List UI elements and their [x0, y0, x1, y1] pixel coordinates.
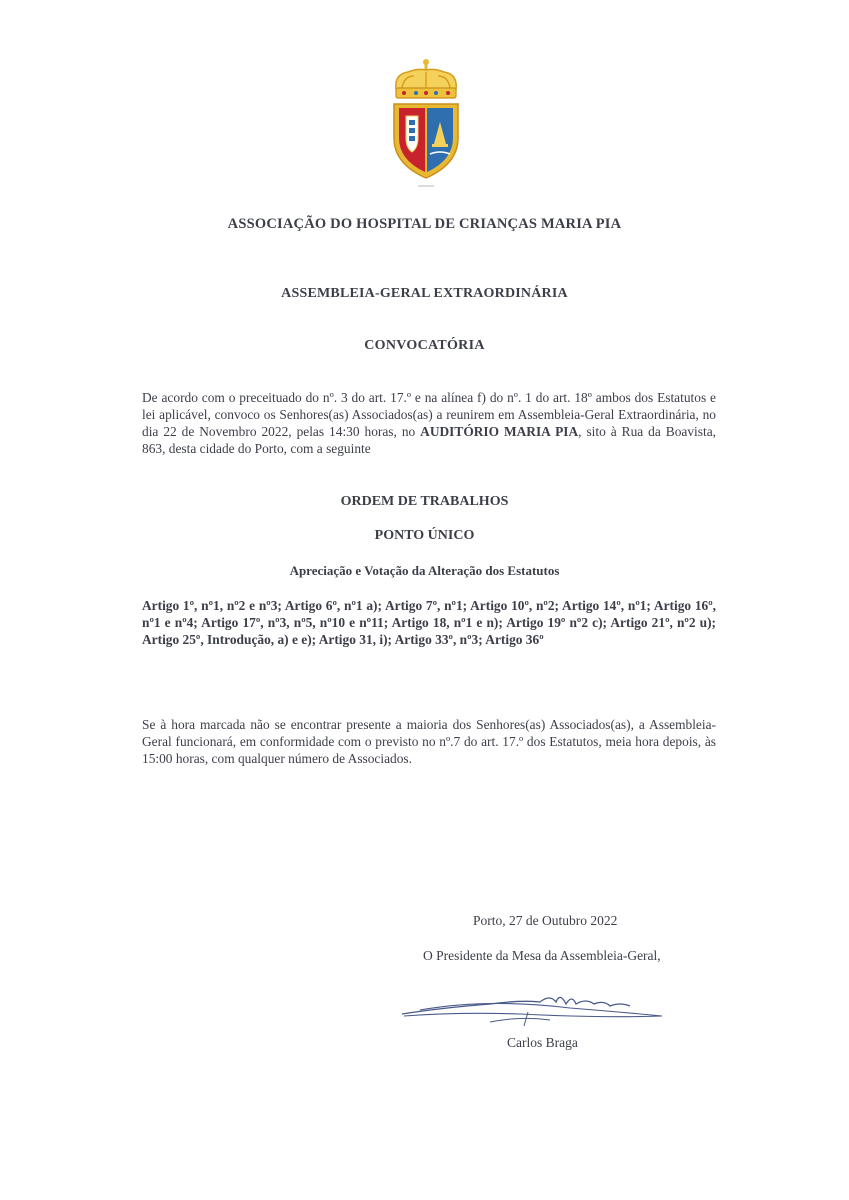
closing-paragraph: Se à hora marcada não se encontrar presente a maioria dos Senhores(as) Associados(as), a Assembleia-Geral funcionará, em conformidade com o previsto no nº.7 do art. 17.º dos Estatutos, meia hora depois, às 15:00 horas, com qualquer número de Associados. [142, 717, 716, 766]
agenda-subject: Apreciação e Votação da Alteração dos Estatutos [289, 563, 560, 578]
handwritten-signature [400, 988, 668, 1028]
articles-list: Artigo 1º, nº1, nº2 e nº3; Artigo 6º, nº1 a); Artigo 7º, nº1; Artigo 10º, nº2; Artigo 14º, nº1; Artigo 16º, nº1 e nº4; Artigo 17º, nº3, nº5, nº10 e nº11; Artigo 18, nº1 e n); Artigo 19º nº2 c); Artigo 21º, nº2 u); Artigo 25º, Introdução, a) e e); Artigo 31, i); Artigo 33º, nº3; Artigo 36º [142, 598, 716, 647]
shield-icon [394, 104, 458, 178]
agenda-point: PONTO ÚNICO [374, 528, 475, 543]
intro-paragraph [142, 389, 716, 457]
intro-text-before: De acordo com o preceituado do nº. 3 do art. 17.º e na alínea f) do nº. 1 do art. 18º ambos dos Estatutos e lei aplicável, convoco os Senhores(as) Associados(as) a reunirem em Assembleia-Geral Extraordinária, no dia 22 de Novembro 2022, pelas 14:30 horas, no [142, 390, 716, 439]
intro-text-after: , sito à Rua da Boavista, 863, desta cidade do Porto, com a seguinte [142, 424, 716, 456]
organization-title: ASSOCIAÇÃO DO HOSPITAL DE CRIANÇAS MARIA PIA [227, 216, 622, 232]
coat-of-arms-logo [388, 56, 464, 190]
crown-icon [396, 59, 457, 98]
agenda-title: ORDEM DE TRABALHOS [340, 494, 509, 509]
assembly-title: ASSEMBLEIA-GERAL EXTRAORDINÁRIA [281, 286, 568, 301]
signatory-role: O Presidente da Mesa da Assembleia-Geral, [423, 948, 661, 963]
signatory-name: Carlos Braga [507, 1035, 578, 1050]
document-type-heading: CONVOCATÓRIA [364, 338, 485, 353]
place-date: Porto, 27 de Outubro 2022 [473, 913, 618, 928]
venue-name: AUDITÓRIO MARIA PIA [420, 424, 579, 439]
